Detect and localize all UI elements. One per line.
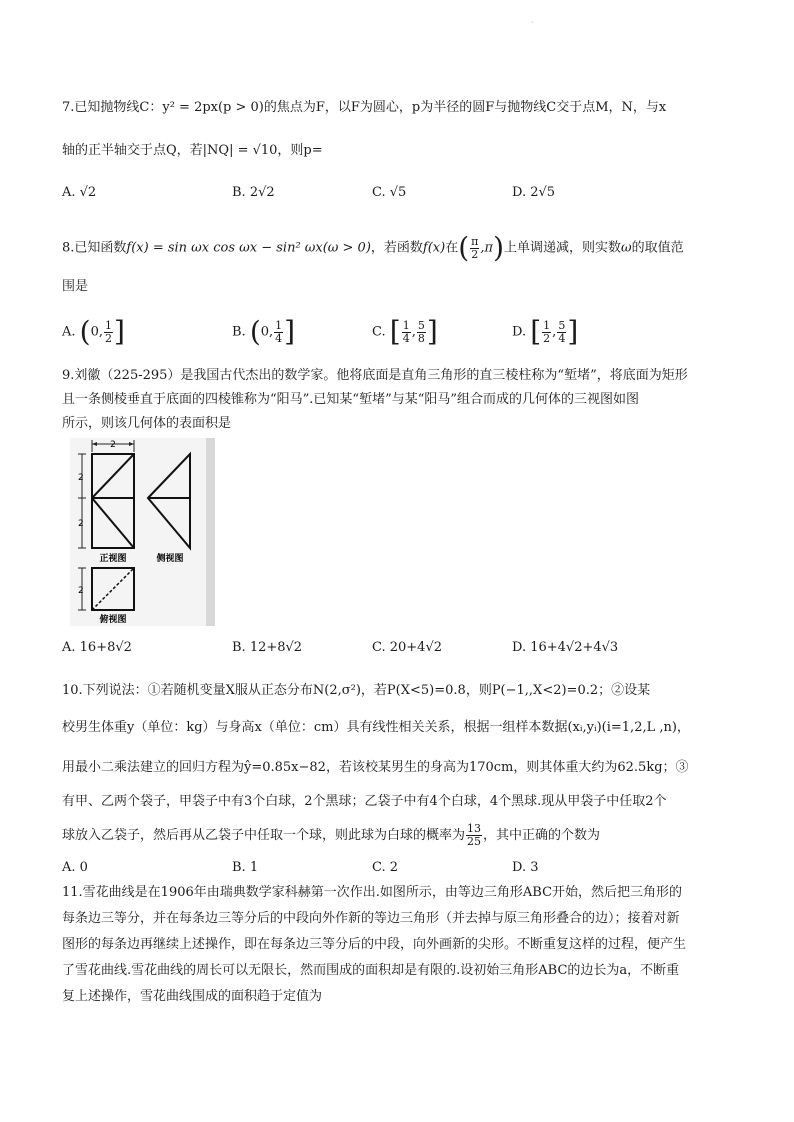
q11-line4: 了雪花曲线.雪花曲线的周长可以无限长，然而围成的面积却是有限的.设初始三角形ABC的边长为a，不断重 <box>62 963 680 978</box>
q7-option-b[interactable]: B. 2√2 <box>232 185 275 200</box>
q9-options <box>62 638 742 678</box>
q8-option-d-num1: 1 <box>543 318 551 332</box>
q7-option-a[interactable]: A. √2 <box>62 185 97 200</box>
front-view-label: 正视图 <box>99 554 127 564</box>
q8-option-b-open: ( <box>249 315 261 348</box>
q8-option-a-den: 2 <box>105 331 113 345</box>
q10-option-c[interactable]: C. 2 <box>372 860 399 875</box>
q8-line2: 围是 <box>62 279 89 294</box>
q8-option-d-den1: 2 <box>543 331 551 345</box>
q11-line1: 11.雪花曲线是在1906年由瑞典数学家科赫第一次作出.如图所示，由等边三角形ABC开始，然后把三角形的 <box>62 885 683 900</box>
q9-line3: 所示，则该几何体的表面积是 <box>62 416 232 431</box>
q10-line5 <box>62 822 742 850</box>
q10-option-a[interactable]: A. 0 <box>62 860 88 875</box>
q8-interval-den: 2 <box>471 247 479 261</box>
q10-line4: 有甲、乙两个袋子，甲袋子中有3个白球，2个黑球；乙袋子中有4个白球，4个黑球.现从甲袋子中任取2个 <box>62 794 667 809</box>
q9-option-a[interactable]: A. 16+8√2 <box>62 640 132 655</box>
three-view-diagram <box>70 438 215 626</box>
side-view-label: 侧视图 <box>156 554 184 564</box>
q8-interval-frac <box>470 236 479 261</box>
dim-left-3: 2 <box>78 586 84 596</box>
q11-line2: 每条边三等分，并在每条边三等分后的中段向外作新的等边三角形（并去掉与原三角形叠合的边）；接着对新 <box>62 911 680 926</box>
q10-line3: 用最小二乘法建立的回归方程为ŷ=0.85x−82，若该校某男生的身高为170cm，则其体重大约为62.5kg；③ <box>62 760 689 775</box>
q8-option-c-den2: 8 <box>417 331 425 345</box>
q8-option-b-left: 0, <box>260 324 274 340</box>
q8-text-g: 的取值范 <box>631 240 684 256</box>
q8-option-b-label: B. <box>232 324 246 340</box>
q7-option-d[interactable]: D. 2√5 <box>512 185 556 200</box>
q8-option-c-den1: 4 <box>402 331 410 345</box>
q8-option-c-label: C. <box>372 324 386 340</box>
q10-line1: 10.下列说法：①若随机变量X服从正态分布N(2,σ²)，若P(X<5)=0.8，则P(−1,,X<2)=0.2；②设某 <box>62 683 651 698</box>
q7-line1: 7.已知抛物线C：y² = 2px(p > 0)的焦点为F，以F为圆心，p为半径的圆F与抛物线C交于点M，N，与x <box>62 100 667 115</box>
q10-line5-a: 球放入乙袋子，然后再从乙袋子中任取一个球，则此球为白球的概率为 <box>62 828 466 843</box>
q8-omega: ω <box>621 240 632 256</box>
q8-options <box>62 312 742 352</box>
q8-option-d[interactable]: D. [ $\frac{1}{2}$ , $\frac{5}{4}$ ] <box>512 315 579 348</box>
q8-option-b-frac <box>274 320 283 345</box>
q8-option-c[interactable]: C. [ $\frac{1}{4}$ , $\frac{5}{8}$ ] <box>372 315 438 348</box>
q7-line2: 轴的正半轴交于点Q，若|NQ| = √10，则p= <box>62 143 323 158</box>
q8-option-d-label: D. <box>512 324 527 340</box>
q8-option-c-num2: 5 <box>417 318 425 332</box>
q8-option-c-frac2 <box>417 320 426 345</box>
dim-left-2: 2 <box>78 519 84 529</box>
dim-top-label: 2 <box>110 440 116 450</box>
dim-left-1: 2 <box>78 473 84 483</box>
q10-line5-b: ，其中正确的个数为 <box>483 828 601 843</box>
q9-option-d[interactable]: D. 16+4√2+4√3 <box>512 640 619 655</box>
q8-option-d-open: [ <box>530 315 542 348</box>
q7-option-c[interactable]: C. √5 <box>372 185 407 200</box>
q10-frac-den: 25 <box>467 835 482 848</box>
q8-line1: 8.已知函数f(x) = sin ωx cos ωx − sin² ωx(ω > 0)，若函数f(x)在( $\frac{\pi}{2}$ ,π)上单调递减，则实数ω的取值范 <box>62 231 684 264</box>
q8-option-a-left: 0, <box>90 324 104 340</box>
q8-text-a: 8.已知函数 <box>62 240 127 256</box>
q8-option-a-close: ] <box>114 315 125 348</box>
q8-option-b[interactable] <box>232 315 296 348</box>
q8-option-d-frac2 <box>557 320 566 345</box>
q10-option-d[interactable]: D. 3 <box>512 860 539 875</box>
q11-line3: 图形的每条边再继续上述操作，即在每条边三等分后的中段，向外画新的尖形。不断重复这样的过程，便产生 <box>62 937 687 952</box>
q10-line2: 校男生体重y（单位：kg）与身高x（单位：cm）具有线性相关关系，根据一组样本数据(xᵢ,yᵢ)(i=1,2,L ,n)， <box>62 720 690 735</box>
q8-option-a[interactable] <box>62 315 125 348</box>
q8-option-d-num2: 5 <box>558 318 566 332</box>
q11-line5: 复上述操作，雪花曲线围成的面积趋于定值为 <box>62 989 323 1004</box>
q8-function: f(x) = sin ωx cos ωx − sin² ωx(ω > 0) <box>126 240 371 256</box>
q8-option-a-label: A. <box>62 324 76 340</box>
q8-interval-tail: ,π <box>480 240 494 256</box>
q8-interval-num: π <box>471 234 479 248</box>
q8-option-a-frac <box>104 320 113 345</box>
three-view-figure <box>70 438 215 626</box>
q10-frac-num: 13 <box>467 822 482 835</box>
q8-text-e: 在 <box>445 240 459 256</box>
q8-option-c-close: ] <box>426 315 438 348</box>
q8-fx: f(x) <box>422 240 446 256</box>
q9-option-c[interactable]: C. 20+4√2 <box>372 640 443 655</box>
q8-option-c-num1: 1 <box>402 318 410 332</box>
q8-option-c-open: [ <box>389 315 401 348</box>
q8-option-d-close: ] <box>567 315 579 348</box>
q8-text-c: ，若函数 <box>370 240 423 256</box>
q8-option-a-num: 1 <box>105 318 113 332</box>
q8-option-d-frac1 <box>542 320 551 345</box>
q8-option-c-frac1 <box>402 320 411 345</box>
q8-option-b-close: ] <box>284 315 296 348</box>
q9-line1: 9.刘徽（225-295）是我国古代杰出的数学家。他将底面是直角三角形的直三棱柱称为“堑堵”，将底面为矩形 <box>62 368 688 383</box>
q8-option-b-den: 4 <box>275 331 283 345</box>
q9-line2: 且一条侧棱垂直于底面的四棱锥称为“阳马”.已知某“堑堵”与某“阳马”组合而成的几何体的三视图如图 <box>62 392 640 407</box>
q8-text-f: 上单调递减，则实数 <box>504 240 622 256</box>
top-view-label: 俯视图 <box>99 615 127 625</box>
q8-option-b-num: 1 <box>275 318 283 332</box>
q8-option-a-open: ( <box>79 315 91 348</box>
q8-option-d-den2: 4 <box>558 331 566 345</box>
header-dot: · <box>531 18 534 27</box>
q7-options <box>62 183 742 223</box>
q9-option-b[interactable]: B. 12+8√2 <box>232 640 303 655</box>
q10-probability-frac <box>466 823 482 848</box>
q10-option-b[interactable]: B. 1 <box>232 860 259 875</box>
